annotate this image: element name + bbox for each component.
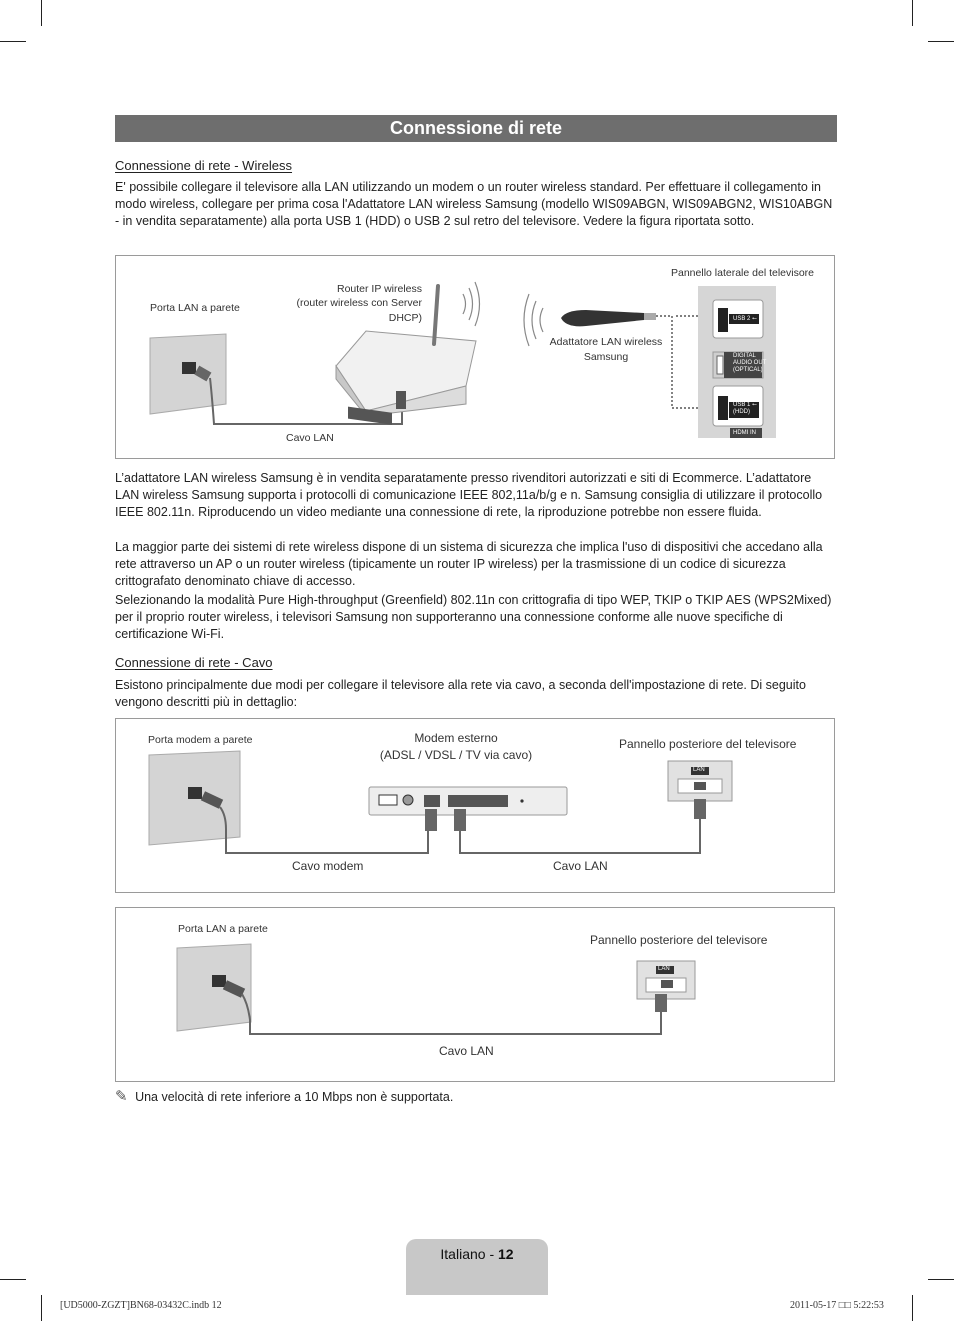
usb1-port-label-1: USB 1 ⭠ — [733, 402, 757, 408]
router-plug — [396, 391, 406, 409]
tv-lan-plug — [655, 994, 667, 1012]
lan-cable — [460, 817, 700, 853]
page-number-tab — [406, 1239, 548, 1295]
crop-mark — [0, 41, 26, 42]
wall-port-label: Porta LAN a parete — [150, 302, 240, 314]
page-title: Connessione di rete — [115, 115, 837, 142]
lan-cable — [242, 994, 661, 1034]
hdmi-port-label: HDMI IN — [733, 430, 756, 436]
direct-tv-rear-panel-label: Pannello posteriore del televisore — [590, 933, 768, 947]
wireless-adapter — [561, 310, 647, 326]
wired-heading: Connessione di rete - Cavo — [115, 655, 273, 670]
wireless-intro: E' possibile collegare il televisore alla LAN utilizzando un modem o un router wireless standard. Per effettuare il collegamento in modo wireless, collegare per prima cosa l'Adattatore LAN wireless Samsung (modello WIS09ABGN, WIS09ABGN2, WIS10ABGN - in vendita separatamente) alla porta USB 1 (HDD) o USB 2 sul retro del televisore. Vedere la figura riportata sotto. — [115, 180, 833, 228]
direct-lan-tag-label: LAN — [658, 966, 670, 972]
router-label-3: DHCP) — [388, 312, 422, 324]
crop-mark — [912, 0, 913, 26]
lan-plug — [454, 809, 466, 831]
speed-note — [115, 1087, 453, 1105]
optical-port-label-3: (OPTICAL) — [733, 367, 763, 373]
router-label-2: (router wireless con Server — [296, 297, 422, 309]
direct-wall-port-label: Porta LAN a parete — [178, 923, 268, 935]
direct-lan-cable-label: Cavo LAN — [439, 1044, 494, 1058]
optical-port-label-1: DIGITAL — [733, 353, 756, 359]
tv-side-panel-label: Pannello laterale del televisore — [671, 267, 815, 279]
modem-plug — [425, 809, 437, 831]
crop-mark — [928, 41, 954, 42]
lan-cable-label: Cavo LAN — [286, 432, 334, 444]
wall-socket — [212, 975, 226, 987]
wireless-para-1: L’adattatore LAN wireless Samsung è in vendita separatamente presso rivenditori autorizzati e siti di Ecommerce. L’adattatore LAN wireless Samsung supporta i protocolli di comunicazione IEEE 802,11a/b/g e n. Samsung consiglia di utilizzare il protocollo IEEE 802.11n. Riproducendo un video mediante una connessione di rete, la riproduzione potrebbe non essere fluida. — [115, 471, 823, 519]
pencil-icon: ✎ — [115, 1088, 128, 1105]
usb1-port-label-2: (HDD) — [733, 409, 750, 415]
modem-cable-label: Cavo modem — [292, 859, 364, 873]
lan-tag-label: LAN — [693, 767, 705, 773]
tv-rear-panel-label: Pannello posteriore del televisore — [619, 737, 797, 751]
wall-socket — [188, 787, 202, 799]
wireless-diagram-art — [116, 256, 836, 460]
router-label-1: Router IP wireless — [336, 283, 422, 295]
crop-mark — [0, 1279, 26, 1280]
wireless-para-3: Selezionando la modalità Pure High-throughput (Greenfield) 802.11n con crittografia di tipo WEP, TKIP o TKIP AES (WPS2Mixed) per il proprio router wireless, i televisori Samsung non supporteranno una connessione conforme alle nuove specifiche di certificazione Wi-Fi. — [115, 593, 832, 641]
lan-cable-label: Cavo LAN — [553, 859, 608, 873]
wireless-heading: Connessione di rete - Wireless — [115, 158, 293, 173]
usb2-port-label: USB 2 ⭠ — [733, 316, 757, 322]
crop-mark — [41, 1295, 42, 1321]
modem-label-2: (ADSL / VDSL / TV via cavo) — [379, 748, 533, 762]
footer-timestamp: 2011-05-17 □□ 5:22:53 — [790, 1300, 884, 1311]
wireless-diagram — [115, 255, 835, 459]
wired-intro: Esistono principalmente due modi per collegare il televisore alla rete via cavo, a seconda dell'impostazione di rete. Di seguito vengono descritti più in dettaglio: — [115, 678, 806, 709]
page-language: Italiano - — [440, 1246, 498, 1262]
crop-mark — [928, 1279, 954, 1280]
footer-file: [UD5000-ZGZT]BN68-03432C.indb 12 — [60, 1300, 222, 1311]
adapter-label-2: Samsung — [583, 351, 629, 363]
crop-mark — [912, 1295, 913, 1321]
wall-socket — [182, 362, 196, 374]
adapter-label-1: Adattatore LAN wireless — [549, 336, 663, 348]
optical-port-label-2: AUDIO OUT — [733, 360, 767, 366]
wired-diagram-direct — [115, 907, 835, 1082]
crop-mark — [41, 0, 42, 26]
wireless-para-2: La maggior parte dei sistemi di rete wireless dispone di un sistema di sicurezza che implica l'uso di dispositivi che accedano alla rete attraverso un AP o un router wireless (tipicamente un router IP wireless) per la trasmissione di un codice di sicurezza crittografato denominato chiave di accesso. — [115, 540, 823, 588]
speed-note-text: Una velocità di rete inferiore a 10 Mbps non è supportata. — [135, 1090, 454, 1104]
page-number: 12 — [498, 1246, 514, 1262]
modem-wall-port-label: Porta modem a parete — [148, 734, 253, 746]
modem-label-1: Modem esterno — [414, 731, 498, 745]
wired-diagram-modem — [115, 718, 835, 893]
router-antenna — [434, 286, 438, 344]
tv-lan-plug — [694, 799, 706, 819]
